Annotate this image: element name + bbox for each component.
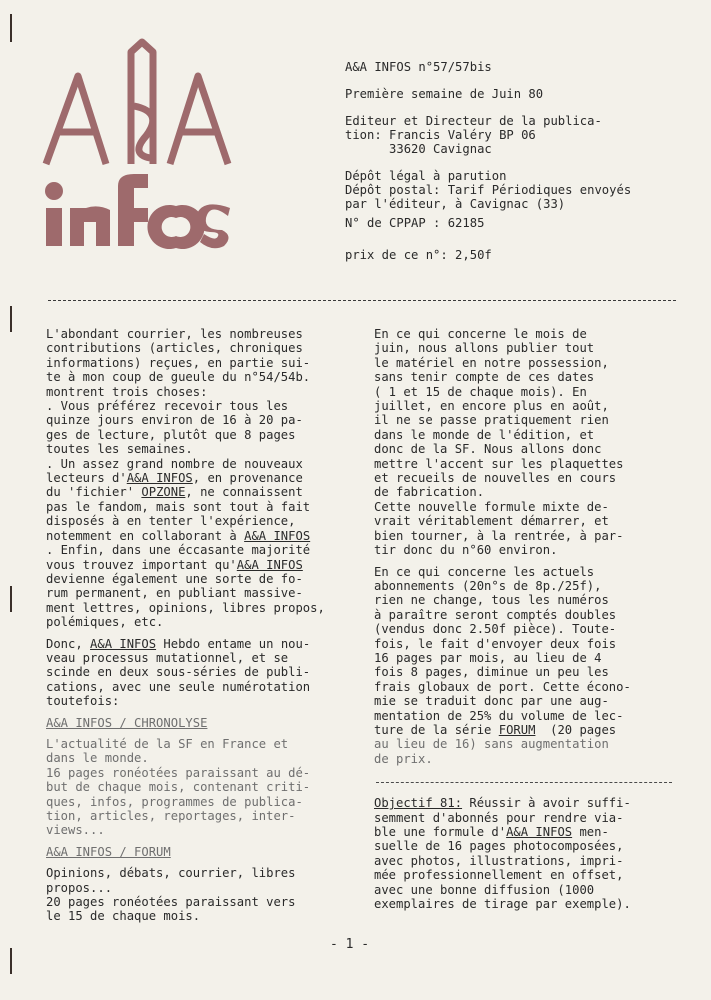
- text-line: de fabrication.: [374, 485, 485, 500]
- logo-infos-mark: [45, 174, 230, 249]
- text-line: suelle de 16 pages photocomposées,: [374, 839, 624, 854]
- text-line: ment lettres, opinions, libres propos,: [46, 600, 325, 615]
- page-number: - 1 -: [330, 937, 370, 952]
- legal-line: Dépôt postal: Tarif Périodiques envoyés: [345, 183, 632, 197]
- text-line: mée professionnellement en offset,: [374, 868, 624, 883]
- text-line: 16 pages par mois, au lieu de 4: [374, 650, 602, 665]
- text-line: rien ne change, tous les numéros: [374, 593, 609, 608]
- text-line: scinde en deux sous-séries de publi-: [46, 665, 311, 680]
- cppap-number: N° de CPPAP : 62185: [345, 216, 485, 230]
- text-line: avec une bonne diffusion (1000: [374, 882, 595, 897]
- text-line: informations) reçues, en partie sui-: [46, 355, 311, 370]
- staple-mark: [10, 586, 12, 612]
- text-line: tir donc du n°60 environ.: [374, 543, 558, 558]
- text-line: frais globaux de port. Cette écono-: [374, 679, 631, 694]
- text-line: vous trouvez important qu'A&A INFOS: [46, 557, 303, 572]
- text-line: lecteurs d'A&A INFOS, en provenance: [46, 471, 303, 486]
- text-line: sans tenir compte de ces dates: [374, 370, 595, 385]
- legal-line: Dépôt légal à parution: [345, 169, 507, 183]
- text-line: disposés à en tenter l'expérience,: [46, 514, 296, 529]
- legal-line: par l'éditeur, à Cavignac (33): [345, 197, 566, 211]
- left-column: [46, 327, 358, 924]
- text-line: semment d'abonnés pour rendre via-: [374, 810, 624, 825]
- text-line: 16 pages ronéotées paraissant au dé-: [46, 765, 311, 780]
- text-line: . Un assez grand nombre de nouveaux: [46, 456, 303, 471]
- section-heading-chronolyse: A&A INFOS / CHRONOLYSE: [46, 715, 208, 730]
- text-line: . Vous préférez recevoir tous les: [46, 399, 289, 414]
- text-line: ble une formule d'A&A INFOS men-: [374, 825, 609, 839]
- text-line: but de chaque mois, contenant criti-: [46, 780, 311, 795]
- text-line: ( 1 et 15 de chaque mois). En: [374, 384, 587, 399]
- text-line: polémiques, etc.: [46, 615, 164, 630]
- staple-mark: [10, 948, 12, 974]
- aa-infos-ref: A&A INFOS: [506, 825, 573, 839]
- text-line: Opinions, débats, courrier, libres: [46, 866, 296, 881]
- text-line: fois 8 pages, diminue un peu les: [374, 665, 609, 680]
- text-line: Cette nouvelle formule mixte de-: [374, 499, 609, 514]
- text-line: views...: [46, 823, 105, 838]
- text-line: En ce qui concerne les actuels: [374, 564, 595, 579]
- logo-aa-mark: [46, 42, 228, 164]
- text-line: cations, avec une seule numérotation: [46, 679, 311, 694]
- aa-infos-ref: A&A INFOS: [126, 471, 193, 486]
- text-line: L'abondant courrier, les nombreuses: [46, 327, 303, 341]
- text-line: ges de lecture, plutôt que 8 pages: [46, 427, 296, 442]
- aa-infos-ref: A&A INFOS: [90, 636, 157, 651]
- text-line: le matériel en notre possession,: [374, 355, 609, 370]
- text-line: du 'fichier' OPZONE, ne connaissent: [46, 485, 303, 500]
- staple-mark: [10, 14, 12, 42]
- text-line: mettre l'accent sur les plaquettes: [374, 456, 624, 471]
- text-line: notemment en collaborant à A&A INFOS: [46, 528, 311, 543]
- text-line: rum permanent, en publiant massive-: [46, 586, 303, 601]
- text-line: donc de la SF. Nous allons donc: [374, 442, 602, 457]
- issue-date: Première semaine de Juin 80: [345, 87, 544, 101]
- text-line: fois, le fait d'envoyer deux fois: [374, 636, 617, 651]
- aa-infos-ref: A&A INFOS: [236, 557, 303, 572]
- opzone-ref: OPZONE: [141, 485, 186, 500]
- text-line: exemplaires de tirage par exemple).: [374, 897, 631, 912]
- text-line: te à mon coup de gueule du n°54/54b.: [46, 370, 311, 385]
- masthead: [345, 60, 690, 262]
- text-line: L'actualité de la SF en France et: [46, 736, 289, 751]
- text-line: pas le fandom, mais sont tout à fait: [46, 499, 311, 514]
- text-line: veau processus mutationnel, et se: [46, 650, 289, 665]
- text-line: . Enfin, dans une éccasante majorité: [46, 543, 311, 558]
- text-line: mentation de 25% du volume de lec-: [374, 708, 624, 723]
- text-line: propos...: [46, 880, 113, 895]
- text-line: toutefois:: [46, 694, 120, 709]
- text-line: montrent trois choses:: [46, 384, 208, 399]
- text-line: En ce qui concerne le mois de: [374, 327, 587, 341]
- text-line: tion, articles, reportages, inter-: [46, 809, 296, 823]
- text-line: juin, nous allons publier tout: [374, 341, 595, 356]
- text-line: au lieu de 16) sans augmentation: [374, 737, 609, 752]
- text-line: dans le monde de l'édition, et: [374, 427, 595, 442]
- text-line: dans le monde.: [46, 751, 149, 766]
- text-line: toutes les semaines.: [46, 442, 193, 457]
- text-line: (vendus donc 2.50f pièce). Toute-: [374, 622, 617, 637]
- text-line: de prix.: [374, 751, 433, 766]
- editor-line: 33620 Cavignac: [345, 142, 492, 156]
- forum-ref: FORUM: [498, 722, 536, 737]
- header-divider: [48, 300, 676, 301]
- text-line: ture de la série FORUM (20 pages: [374, 722, 617, 737]
- text-line: quinze jours environ de 16 à 20 pa-: [46, 413, 303, 428]
- issue-price: prix de ce n°: 2,50f: [345, 248, 492, 262]
- editor-line: Editeur et Directeur de la publica-: [345, 114, 602, 128]
- issue-number: A&A INFOS n°57/57bis: [345, 60, 492, 74]
- text-line: et recueils de nouvelles en cours: [374, 471, 617, 486]
- text-line: à paraître seront comptés doubles: [374, 607, 617, 622]
- text-line: vrait véritablement démarrer, et: [374, 514, 609, 529]
- staple-mark: [10, 306, 12, 332]
- text-line: abonnements (20n°s de 8p./25f),: [374, 578, 602, 593]
- text-line: contributions (articles, chroniques: [46, 341, 303, 356]
- objectif-heading: Objectif 81:: [374, 796, 463, 811]
- section-heading-forum: A&A INFOS / FORUM: [46, 844, 171, 859]
- text-line: devienne également une sorte de fo-: [46, 571, 303, 586]
- text-line: il ne se passe pratiquement rien: [374, 413, 609, 428]
- right-column: [374, 327, 692, 911]
- text-line: bien tourner, à la rentrée, à par-: [374, 528, 624, 543]
- text-line: Donc, A&A INFOS Hebdo entame un nou-: [46, 636, 311, 651]
- text-line: le 15 de chaque mois.: [46, 909, 201, 924]
- text-line: mie se traduit donc par une aug-: [374, 694, 609, 709]
- text-line: juillet, en encore plus en août,: [374, 399, 609, 414]
- text-line: 20 pages ronéotées paraissant vers: [46, 895, 296, 910]
- editor-line: tion: Francis Valéry BP 06: [345, 128, 536, 142]
- text-line: ques, infos, programmes de publica-: [46, 794, 303, 809]
- aa-infos-ref: A&A INFOS: [244, 528, 311, 543]
- section-divider: [376, 782, 672, 783]
- text-line: Objectif 81: Réussir à avoir suffi-: [374, 796, 631, 811]
- text-line: avec photos, illustrations, impri-: [374, 853, 624, 868]
- aa-infos-logo: [38, 36, 238, 256]
